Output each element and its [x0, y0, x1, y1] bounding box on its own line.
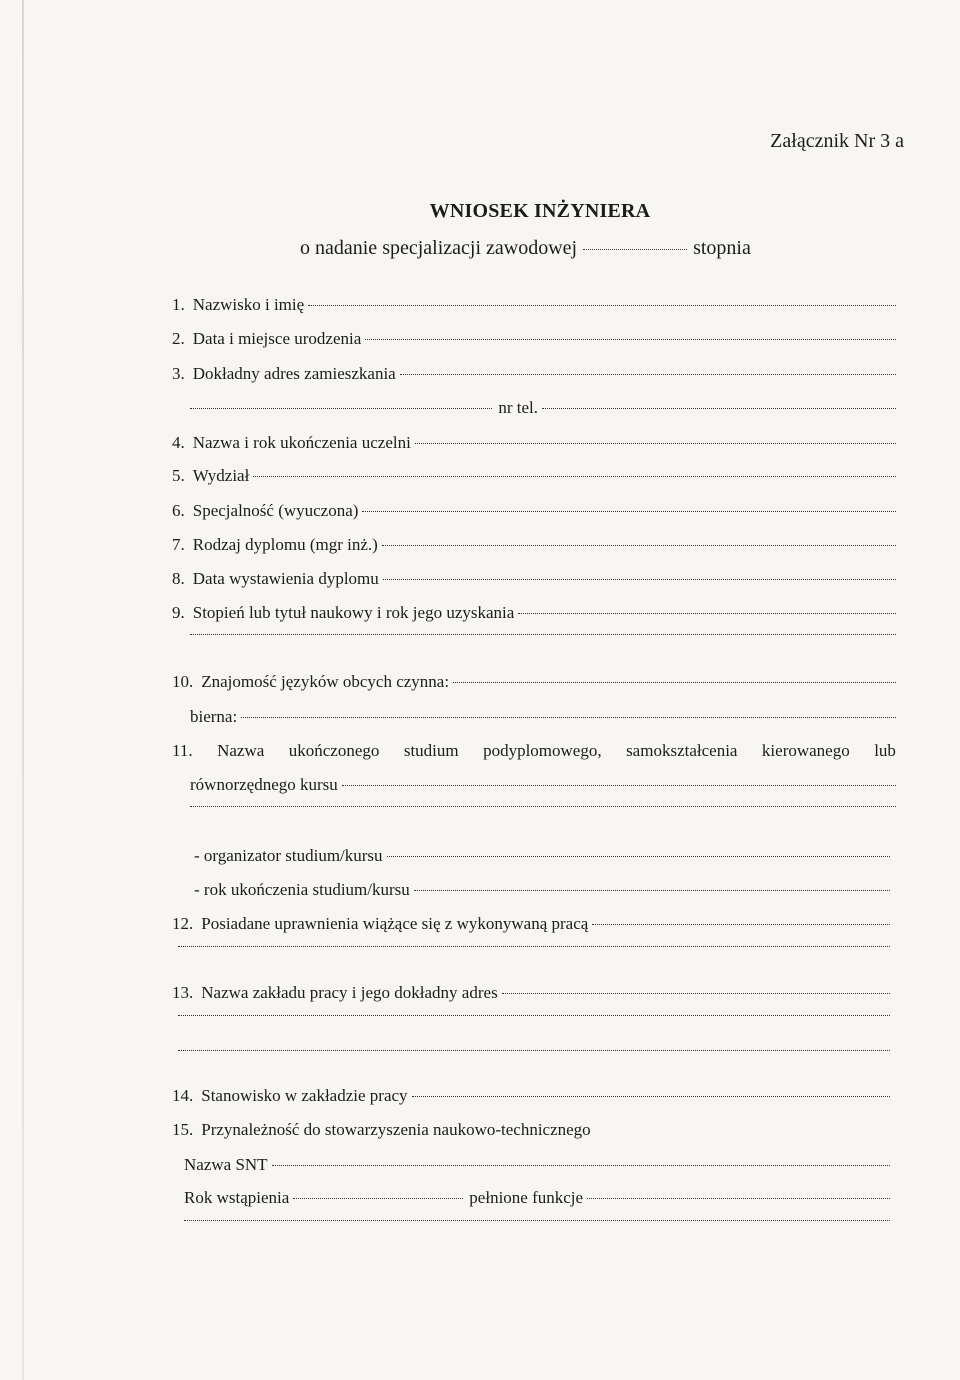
field-label: Przynależność do stowarzyszenia naukowo-technicznego	[201, 1120, 591, 1139]
employer-field[interactable]	[502, 993, 890, 994]
field-row-2	[172, 329, 896, 349]
field-number: 5.	[172, 466, 185, 485]
address-field[interactable]	[400, 374, 896, 375]
field-label: Nazwa zakładu pracy i jego dokładny adres	[201, 983, 498, 1002]
joined-label: Rok wstąpienia	[184, 1188, 290, 1207]
label-word: studium	[403, 741, 459, 760]
employer-field-cont[interactable]	[178, 1015, 890, 1016]
passive-languages-field[interactable]	[241, 717, 896, 718]
course-year-label: - rok ukończenia studium/kursu	[194, 880, 410, 899]
joined-year-field[interactable]	[293, 1198, 463, 1199]
field-row-15-snt	[184, 1155, 890, 1175]
field-number: 11.	[172, 741, 193, 760]
field-label: Wydział	[192, 466, 250, 485]
form-title: WNIOSEK INŻYNIERA	[429, 200, 651, 222]
subtitle-prefix: o nadanie specjalizacji zawodowej	[300, 237, 578, 259]
field-row-9	[172, 603, 896, 623]
university-field[interactable]	[415, 443, 896, 444]
field-label: Nazwa i rok ukończenia uczelni	[192, 433, 411, 452]
organizer-field[interactable]	[387, 856, 890, 857]
label-word: samokształcenia	[626, 741, 738, 760]
field-row-3-cont	[190, 398, 896, 418]
qualifications-field-cont[interactable]	[178, 946, 890, 947]
field-label: Znajomość języków obcych czynna:	[201, 672, 450, 691]
snt-name-field[interactable]	[272, 1165, 890, 1166]
field-number: 15.	[172, 1120, 194, 1139]
field-row-14	[172, 1086, 890, 1106]
field-number: 6.	[172, 501, 185, 520]
degree-title-field-cont[interactable]	[190, 634, 896, 635]
position-field[interactable]	[412, 1096, 890, 1097]
field-row-9-cont	[190, 638, 896, 639]
field-number: 3.	[172, 364, 185, 383]
birth-field[interactable]	[365, 339, 896, 340]
passive-label: bierna:	[190, 707, 238, 726]
field-number: 2.	[172, 329, 185, 348]
field-label: Specjalność (wyuczona)	[192, 501, 359, 520]
field-number: 9.	[172, 603, 185, 622]
field-row-15	[172, 1120, 890, 1140]
course-name-field-cont[interactable]	[190, 806, 896, 807]
field-label: Stanowisko w zakładzie pracy	[201, 1086, 408, 1105]
field-label: Nazwisko i imię	[192, 295, 305, 314]
field-label: Posiadane uprawnienia wiążące się z wykonywaną pracą	[201, 914, 589, 933]
field-row-12	[172, 914, 890, 934]
qualifications-field[interactable]	[592, 924, 890, 925]
phone-label: nr tel.	[498, 398, 538, 417]
field-row-10	[172, 672, 896, 692]
field-label: równorzędnego kursu	[190, 775, 338, 794]
field-row-13-cont2	[178, 1054, 890, 1055]
field-number: 1.	[172, 295, 185, 314]
field-number: 14.	[172, 1086, 194, 1105]
name-field[interactable]	[308, 305, 896, 306]
field-number: 13.	[172, 983, 194, 1002]
field-row-11-cont2	[190, 810, 896, 811]
label-word: kierowanego	[761, 741, 850, 760]
field-label: Data wystawienia dyplomu	[192, 569, 379, 588]
functions-field-cont[interactable]	[184, 1220, 890, 1221]
functions-field[interactable]	[587, 1198, 890, 1199]
form-subtitle	[300, 237, 751, 260]
attachment-label: Załącznik Nr 3 a	[770, 130, 904, 152]
field-label: Data i miejsce urodzenia	[192, 329, 362, 348]
diploma-type-field[interactable]	[382, 545, 896, 546]
field-row-11-organizer	[190, 846, 890, 866]
field-row-11-year	[190, 880, 890, 900]
organizer-label: - organizator studium/kursu	[194, 846, 383, 865]
field-label: Rodzaj dyplomu (mgr inż.)	[192, 535, 378, 554]
field-number: 8.	[172, 569, 185, 588]
field-label: Dokładny adres zamieszkania	[192, 364, 396, 383]
snt-label: Nazwa SNT	[184, 1155, 268, 1174]
field-row-15-joined	[184, 1188, 890, 1208]
diploma-date-field[interactable]	[383, 579, 896, 580]
field-row-11-cont	[190, 775, 896, 795]
field-row-6	[172, 501, 896, 521]
employer-field-cont2[interactable]	[178, 1050, 890, 1051]
field-row-12-cont	[178, 950, 890, 951]
functions-label: pełnione funkcje	[469, 1188, 584, 1207]
degree-title-field[interactable]	[518, 613, 896, 614]
specialty-field[interactable]	[362, 511, 896, 512]
course-name-field[interactable]	[342, 785, 896, 786]
label-word: ukończonego	[288, 741, 380, 760]
field-row-15-cont	[184, 1224, 890, 1225]
field-number: 12.	[172, 914, 194, 933]
field-row-3	[172, 364, 896, 384]
field-row-7	[172, 535, 896, 555]
label-word: lub	[874, 741, 896, 760]
faculty-field[interactable]	[253, 476, 896, 477]
field-number: 4.	[172, 433, 185, 452]
field-row-1	[172, 295, 896, 315]
field-row-13	[172, 983, 890, 1003]
field-row-13-cont	[178, 1019, 890, 1020]
field-row-8	[172, 569, 896, 589]
subtitle-suffix: stopnia	[693, 237, 751, 259]
field-row-5	[172, 466, 896, 486]
field-row-10-cont	[190, 707, 896, 727]
course-year-field[interactable]	[414, 890, 890, 891]
phone-field[interactable]	[542, 408, 896, 409]
field-number: 7.	[172, 535, 185, 554]
degree-field[interactable]	[583, 249, 687, 250]
address-field-cont[interactable]	[190, 408, 492, 409]
field-label: Stopień lub tytuł naukowy i rok jego uzyskania	[192, 603, 515, 622]
label-word: podyplomowego,	[483, 741, 602, 760]
active-languages-field[interactable]	[453, 682, 896, 683]
field-row-4	[172, 433, 896, 453]
field-number: 10.	[172, 672, 194, 691]
field-row-11	[172, 741, 896, 761]
label-word: Nazwa	[217, 741, 265, 760]
